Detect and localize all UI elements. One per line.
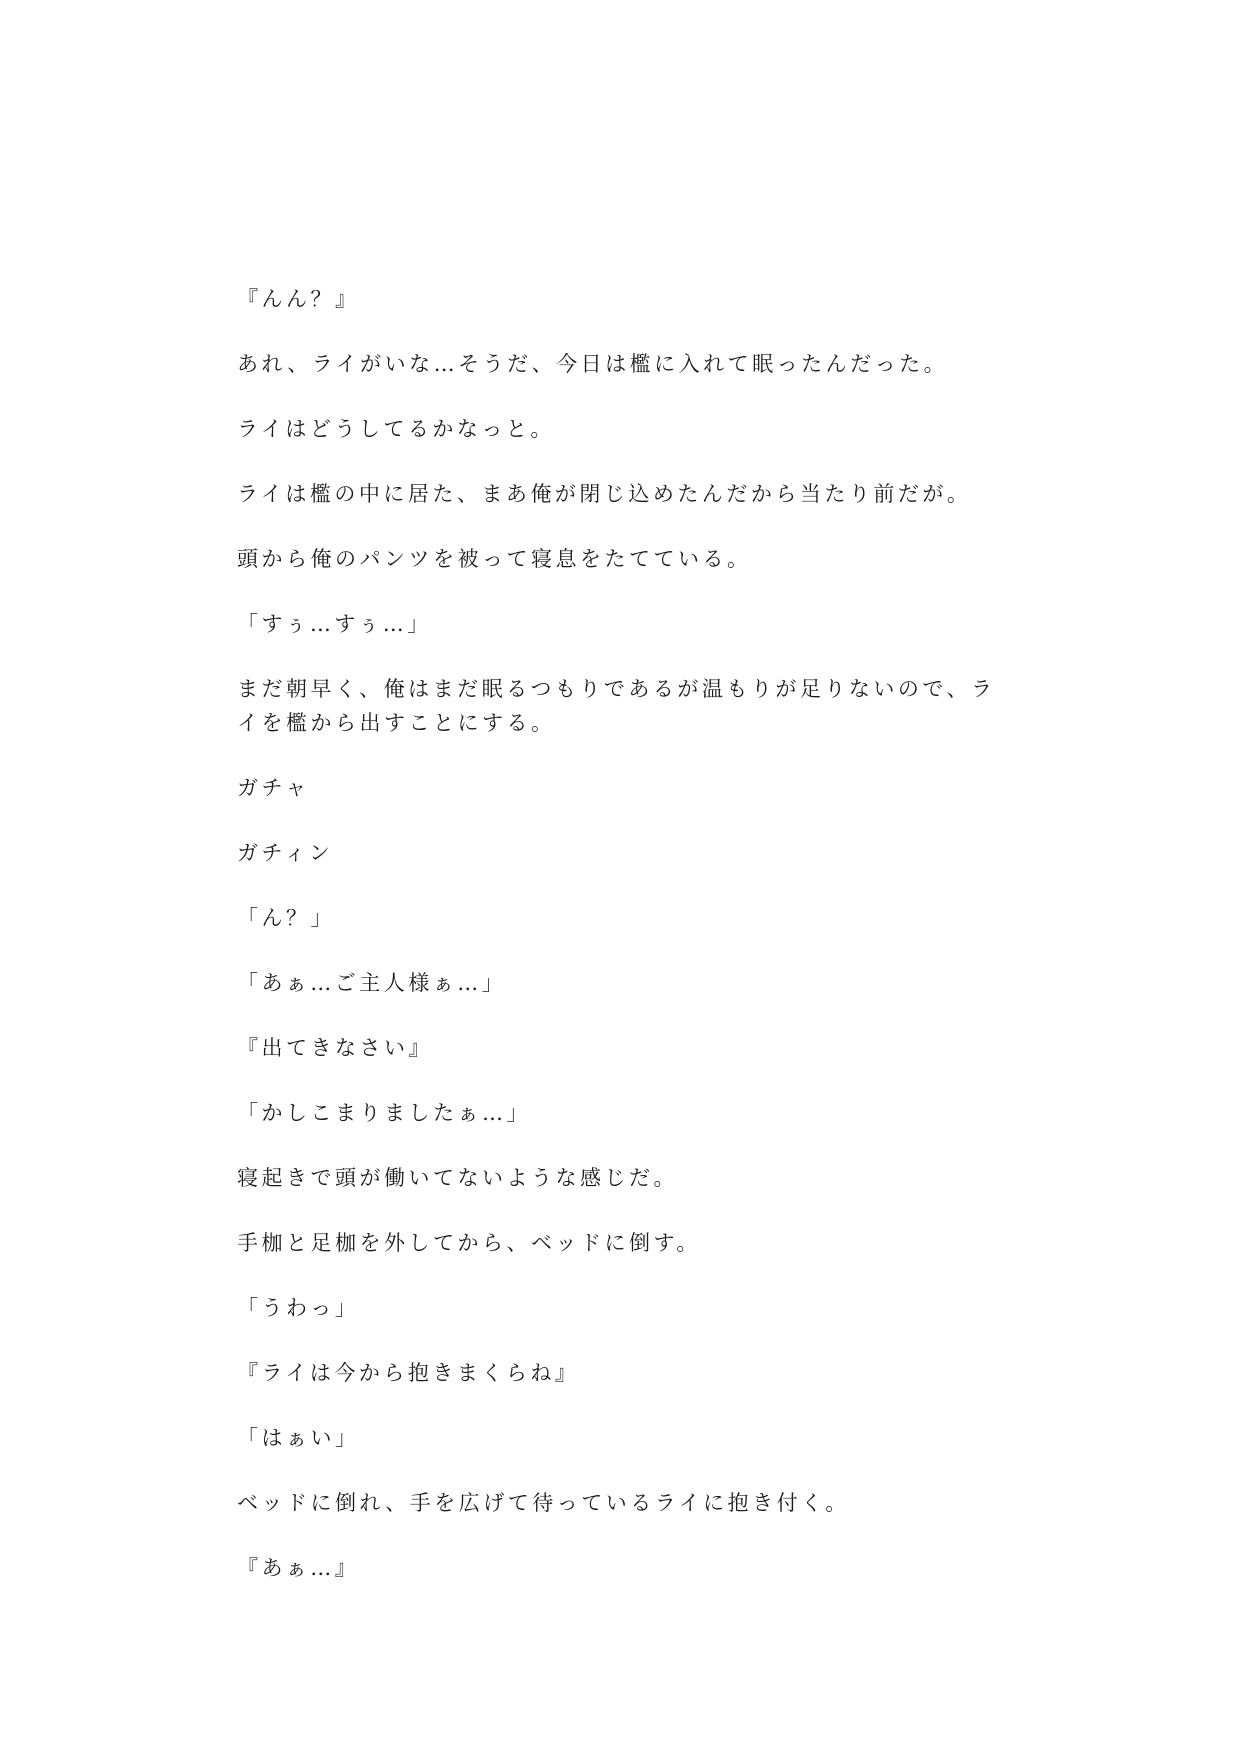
paragraph: 手枷と足枷を外してから、ベッドに倒す。 — [237, 1231, 701, 1255]
paragraph: 「うわっ」 — [237, 1296, 360, 1320]
paragraph: 『出てきなさい』 — [237, 1036, 433, 1060]
paragraph: 「かしこまりましたぁ…」 — [237, 1101, 531, 1125]
paragraph: 寝起きで頭が働いてないような感じだ。 — [237, 1166, 678, 1190]
paragraph: 『んん？』 — [237, 287, 360, 311]
paragraph: あれ、ライがいな…そうだ、今日は檻に入れて眠ったんだった。 — [237, 352, 949, 376]
paragraph: 「ん？」 — [237, 906, 335, 930]
paragraph: ライは檻の中に居た、まあ俺が閉じ込めたんだから当たり前だが。 — [237, 482, 972, 506]
text-body — [237, 282, 1017, 1616]
paragraph: ガチャ — [237, 776, 310, 800]
paragraph: ライはどうしてるかなっと。 — [237, 417, 555, 441]
paragraph: まだ朝早く、俺はまだ眠るつもりであるが温もりが足りないので、ライを檻から出すことにする。 — [237, 677, 996, 735]
paragraph: 「あぁ…ご主人様ぁ…」 — [237, 971, 507, 995]
paragraph: 頭から俺のパンツを被って寝息をたてている。 — [237, 547, 752, 571]
paragraph: 「すぅ…すぅ…」 — [237, 612, 432, 636]
paragraph: 『あぁ…』 — [237, 1556, 360, 1580]
paragraph: 「はぁい」 — [237, 1426, 360, 1450]
paragraph: ベッドに倒れ、手を広げて待っているライに抱き付く。 — [237, 1491, 850, 1515]
paragraph: 『ライは今から抱きまくらね』 — [237, 1361, 580, 1385]
paragraph: ガチィン — [237, 841, 334, 865]
